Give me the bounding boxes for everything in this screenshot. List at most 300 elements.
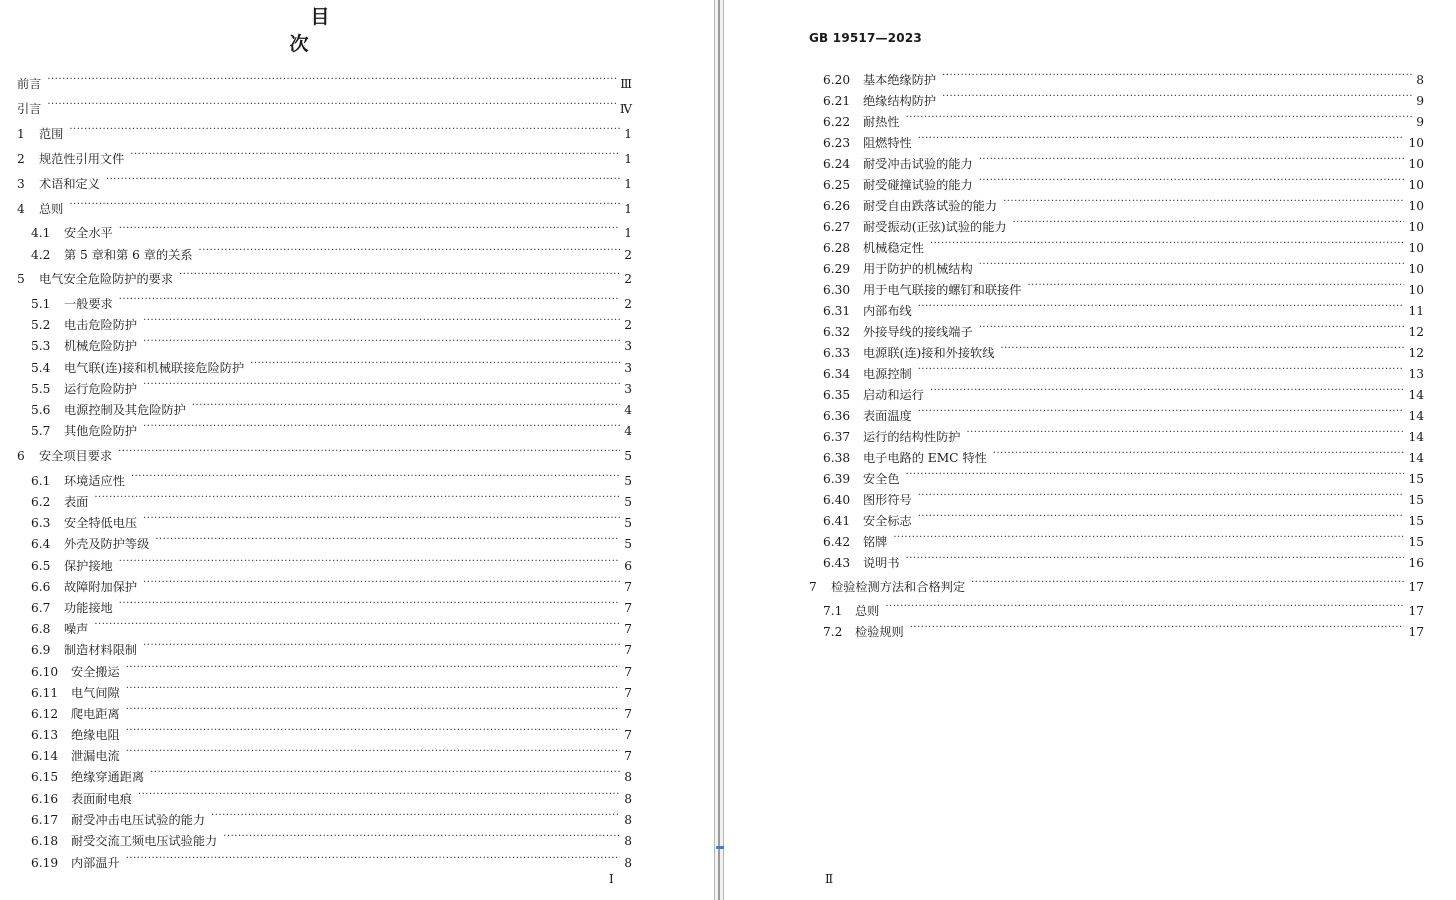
toc-entry-number: 6.2 — [31, 495, 51, 509]
toc-entry[interactable] — [17, 172, 632, 191]
toc-entry-number: 6.41 — [823, 514, 851, 528]
toc-entry-page-number: 8 — [624, 792, 632, 806]
toc-entry-number: 6.19 — [31, 856, 59, 870]
toc-entry-label: 用于防护的机械结构 — [863, 262, 973, 276]
dot-leader — [69, 122, 620, 138]
toc-entry-number: 5 — [17, 272, 25, 286]
toc-entry-number: 6.39 — [823, 472, 851, 486]
toc-entry-number: 6.14 — [31, 749, 59, 763]
toc-entry[interactable] — [809, 509, 1424, 528]
toc-entry-page-number: 8 — [624, 770, 632, 784]
toc-entry[interactable] — [17, 617, 632, 636]
dot-leader — [906, 110, 1413, 126]
toc-entry-page-number: 7 — [624, 643, 632, 657]
dot-leader — [918, 131, 1405, 147]
toc-entry-label: 故障附加保护 — [64, 580, 138, 594]
toc-entry-number: 6.9 — [31, 643, 51, 657]
toc-entry-number: 6.29 — [823, 262, 851, 276]
dot-leader — [1000, 341, 1404, 357]
toc-entry-number: 6.27 — [823, 220, 851, 234]
toc-entry-number: 6.3 — [31, 516, 51, 530]
dot-leader — [993, 446, 1405, 462]
toc-entry[interactable] — [17, 554, 632, 573]
toc-entry-page-number: 1 — [624, 177, 632, 191]
dot-leader — [143, 334, 620, 350]
toc-entry[interactable] — [17, 313, 632, 332]
toc-entry-label: 检验检测方法和合格判定 — [831, 580, 966, 594]
dot-leader — [143, 313, 620, 329]
toc-entry-label: 外壳及防护等级 — [64, 537, 150, 551]
toc-entry-label: 安全色 — [863, 472, 900, 486]
dot-leader — [143, 377, 620, 393]
toc-entry-page-number: 1 — [624, 127, 632, 141]
toc-entry-label: 检验规则 — [855, 625, 904, 639]
toc-entry-page-number: 8 — [1416, 73, 1424, 87]
toc-entry-number: 6.6 — [31, 580, 51, 594]
toc-entry[interactable] — [17, 532, 632, 551]
toc-entry-number: 5.4 — [31, 361, 51, 375]
dot-leader — [126, 681, 620, 697]
toc-entry[interactable] — [17, 681, 632, 700]
toc-entry-label: 用于电气联接的螺钉和联接件 — [863, 283, 1022, 297]
toc-entry-number: 2 — [17, 152, 25, 166]
toc-entry-label: 耐热性 — [863, 115, 900, 129]
document-header: GB 19517—2023 — [809, 31, 922, 45]
toc-entry[interactable] — [809, 575, 1424, 594]
dot-leader — [179, 267, 620, 283]
toc-entry-label: 安全搬运 — [71, 665, 120, 679]
toc-entry-number: 6.24 — [823, 157, 851, 171]
toc-entry[interactable] — [17, 596, 632, 615]
toc-entry-number: 6.37 — [823, 430, 851, 444]
dot-leader — [126, 660, 620, 676]
toc-entry[interactable] — [17, 490, 632, 509]
dot-leader — [1003, 194, 1404, 210]
toc-entry[interactable] — [17, 197, 632, 216]
toc-entry-number: 5.2 — [31, 318, 51, 332]
toc-entry-page-number: Ⅲ — [620, 77, 632, 91]
toc-entry[interactable] — [17, 444, 632, 463]
dot-leader — [118, 444, 620, 460]
toc-entry-number: 6.32 — [823, 325, 851, 339]
toc-entry-page-number: 9 — [1416, 94, 1424, 108]
toc-entry-page-number: 17 — [1408, 625, 1424, 639]
toc-entry[interactable] — [809, 341, 1424, 360]
toc-entry-label: 运行的结构性防护 — [863, 430, 961, 444]
toc-entry-page-number: 2 — [624, 297, 632, 311]
toc-entry-label: 保护接地 — [64, 559, 113, 573]
toc-entry-number: 6.23 — [823, 136, 851, 150]
toc-entry[interactable] — [809, 236, 1424, 255]
toc-entry[interactable] — [809, 131, 1424, 150]
toc-entry-label: 电气联(连)接和机械联接危险防护 — [64, 361, 245, 375]
toc-entry-label: 其他危险防护 — [64, 424, 138, 438]
toc-entry[interactable] — [17, 122, 632, 141]
toc-entry-page-number: 14 — [1408, 409, 1424, 423]
toc-entry-page-number: 17 — [1408, 604, 1424, 618]
dot-leader — [979, 257, 1405, 273]
page-left — [0, 0, 714, 900]
dot-leader — [918, 404, 1405, 420]
toc-entry-label: 安全特低电压 — [64, 516, 138, 530]
toc-entry-page-number: 5 — [624, 495, 632, 509]
toc-entry-label: 电源联(连)接和外接软线 — [863, 346, 995, 360]
toc-entry-number: 6.4 — [31, 537, 51, 551]
toc-entry[interactable] — [17, 356, 632, 375]
toc-entry-label: 表面温度 — [863, 409, 912, 423]
dot-leader — [47, 97, 615, 113]
toc-entry-number: 6.28 — [823, 241, 851, 255]
toc-entry[interactable] — [809, 446, 1424, 465]
toc-entry[interactable] — [809, 278, 1424, 297]
toc-entry[interactable] — [17, 72, 632, 91]
toc-entry[interactable] — [809, 299, 1424, 318]
toc-entry[interactable] — [809, 320, 1424, 339]
toc-entry-number: 6.18 — [31, 834, 59, 848]
toc-entry-number: 3 — [17, 177, 25, 191]
toc-entry[interactable] — [809, 488, 1424, 507]
toc-entry-label: 阻燃特性 — [863, 136, 912, 150]
toc-entry-label: 绝缘电阻 — [71, 728, 120, 742]
toc-entry[interactable] — [17, 419, 632, 438]
dot-leader — [94, 617, 620, 633]
toc-entry-label: 机械危险防护 — [64, 339, 138, 353]
dot-leader — [131, 469, 620, 485]
toc-entry-page-number: 10 — [1408, 262, 1424, 276]
dot-leader — [967, 425, 1405, 441]
toc-entry-page-number: 2 — [624, 318, 632, 332]
toc-entry[interactable] — [809, 152, 1424, 171]
dot-leader — [918, 509, 1405, 525]
toc-entry-label: 启动和运行 — [863, 388, 924, 402]
toc-entry-number: 6.16 — [31, 792, 59, 806]
toc-entry[interactable] — [809, 215, 1424, 234]
toc-entry-label: 耐受碰撞试验的能力 — [863, 178, 973, 192]
toc-entry-number: 6.7 — [31, 601, 51, 615]
toc-entry-page-number: 15 — [1408, 535, 1424, 549]
toc-entry-label: 爬电距离 — [71, 707, 120, 721]
toc-entry[interactable] — [17, 398, 632, 417]
toc-entry-page-number: 7 — [624, 580, 632, 594]
toc-entry-number: 6.34 — [823, 367, 851, 381]
dot-leader — [893, 530, 1404, 546]
toc-entry-page-number: 15 — [1408, 514, 1424, 528]
toc-entry[interactable] — [17, 660, 632, 679]
toc-entry-label: 电子电路的 EMC 特性 — [863, 451, 987, 465]
toc-entry[interactable] — [809, 68, 1424, 87]
toc-entry-label: 环境适应性 — [64, 474, 125, 488]
dot-leader — [906, 467, 1405, 483]
toc-entry-label: 内部布线 — [863, 304, 912, 318]
toc-entry-page-number: 10 — [1408, 136, 1424, 150]
dot-leader — [119, 596, 620, 612]
toc-entry-number: 6.11 — [31, 686, 59, 700]
toc-entry-label: 表面耐电痕 — [71, 792, 132, 806]
dot-leader — [223, 829, 620, 845]
toc-entry[interactable] — [809, 194, 1424, 213]
toc-entry[interactable] — [17, 702, 632, 721]
dot-leader — [47, 72, 616, 88]
toc-entry-label: 噪声 — [64, 622, 89, 636]
toc-entry[interactable] — [17, 147, 632, 166]
toc-entry-number: 7 — [809, 580, 817, 594]
toc-entry-number: 4.2 — [31, 248, 51, 262]
toc-entry-label: 耐受冲击电压试验的能力 — [71, 813, 206, 827]
toc-entry-label: 安全项目要求 — [39, 449, 113, 463]
toc-entry-page-number: 5 — [624, 537, 632, 551]
dot-leader — [69, 197, 620, 213]
toc-entry-number: 6 — [17, 449, 25, 463]
toc-entry-page-number: 12 — [1408, 346, 1424, 360]
toc-entry-page-number: 4 — [624, 424, 632, 438]
toc-entry-number: 6.25 — [823, 178, 851, 192]
toc-entry-number: 7.1 — [823, 604, 843, 618]
toc-entry-page-number: 7 — [624, 665, 632, 679]
toc-entry-label: 第 5 章和第 6 章的关系 — [64, 248, 193, 262]
toc-entry-page-number: 3 — [624, 339, 632, 353]
toc-entry-page-number: 9 — [1416, 115, 1424, 129]
toc-entry-page-number: 7 — [624, 601, 632, 615]
dot-leader — [143, 511, 620, 527]
toc-entry-number: 6.36 — [823, 409, 851, 423]
toc-entry-page-number: 1 — [624, 226, 632, 240]
toc-entry-number: 6.10 — [31, 665, 59, 679]
dot-leader — [918, 488, 1405, 504]
toc-entry-page-number: 1 — [624, 202, 632, 216]
toc-entry-page-number: 11 — [1408, 304, 1424, 318]
toc-entry-page-number: 7 — [624, 622, 632, 636]
toc-entry[interactable] — [809, 257, 1424, 276]
toc-entry[interactable] — [17, 851, 632, 870]
toc-entry-label: 安全标志 — [863, 514, 912, 528]
toc-entry-label: 范围 — [39, 127, 64, 141]
dot-leader — [918, 299, 1405, 315]
toc-entry-label: 运行危险防护 — [64, 382, 138, 396]
dot-leader — [126, 702, 620, 718]
dot-leader — [143, 575, 620, 591]
toc-entry[interactable] — [809, 530, 1424, 549]
toc-entry-number: 6.43 — [823, 556, 851, 570]
toc-entry-label: 图形符号 — [863, 493, 912, 507]
dot-leader — [979, 152, 1405, 168]
toc-entry-page-number: 3 — [624, 382, 632, 396]
dot-leader — [250, 356, 620, 372]
toc-entry-page-number: 7 — [624, 707, 632, 721]
dot-leader — [94, 490, 620, 506]
toc-entry-label: 耐受冲击试验的能力 — [863, 157, 973, 171]
toc-entry-label: 外接导线的接线端子 — [863, 325, 973, 339]
toc-entry-number: 4 — [17, 202, 25, 216]
toc-entry-number: 6.26 — [823, 199, 851, 213]
toc-entry[interactable] — [17, 334, 632, 353]
dot-leader — [930, 236, 1405, 252]
toc-entry-page-number: 5 — [624, 516, 632, 530]
toc-entry[interactable] — [17, 511, 632, 530]
toc-entry-label: 耐受自由跌落试验的能力 — [863, 199, 998, 213]
toc-entry-number: 6.30 — [823, 283, 851, 297]
toc-title: 目 次 — [289, 6, 433, 55]
toc-entry-number: 4.1 — [31, 226, 51, 240]
dot-leader — [979, 320, 1405, 336]
toc-entry[interactable] — [809, 383, 1424, 402]
toc-entry-label: 铭牌 — [863, 535, 888, 549]
toc-entry-page-number: 10 — [1408, 220, 1424, 234]
toc-entry-page-number: 1 — [624, 152, 632, 166]
dot-leader — [130, 147, 620, 163]
toc-entry[interactable] — [809, 110, 1424, 129]
toc-entry-number: 6.21 — [823, 94, 851, 108]
toc-entry-label: 引言 — [17, 102, 42, 116]
toc-entry-page-number: 8 — [624, 856, 632, 870]
toc-entry[interactable] — [17, 829, 632, 848]
toc-entry-label: 规范性引用文件 — [39, 152, 125, 166]
toc-entry-number: 6.40 — [823, 493, 851, 507]
toc-entry[interactable] — [17, 808, 632, 827]
toc-entry-number: 6.12 — [31, 707, 59, 721]
toc-entry-page-number: 5 — [624, 449, 632, 463]
toc-entry-page-number: 5 — [624, 474, 632, 488]
toc-entry-label: 说明书 — [863, 556, 900, 570]
dot-leader — [119, 554, 620, 570]
toc-entry-page-number: 8 — [624, 834, 632, 848]
toc-entry[interactable] — [17, 765, 632, 784]
toc-entry-label: 前言 — [17, 77, 42, 91]
toc-entry-page-number: 10 — [1408, 199, 1424, 213]
dot-leader — [138, 787, 620, 803]
dot-leader — [1027, 278, 1404, 294]
toc-entry-page-number: 10 — [1408, 157, 1424, 171]
toc-entry-label: 术语和定义 — [39, 177, 100, 191]
toc-entry[interactable] — [809, 362, 1424, 381]
toc-entry-label: 总则 — [855, 604, 880, 618]
dot-leader — [126, 851, 620, 867]
toc-entry[interactable] — [17, 243, 632, 262]
dot-leader — [143, 419, 620, 435]
toc-entry-label: 表面 — [64, 495, 89, 509]
toc-entry-label: 电气间隙 — [71, 686, 120, 700]
dot-leader — [910, 620, 1405, 636]
toc-entry-page-number: 8 — [624, 813, 632, 827]
dot-leader — [199, 243, 621, 259]
toc-entry-page-number: 15 — [1408, 493, 1424, 507]
dot-leader — [106, 172, 620, 188]
toc-entry-page-number: 10 — [1408, 283, 1424, 297]
toc-entry[interactable] — [17, 723, 632, 742]
toc-entry-label: 功能接地 — [64, 601, 113, 615]
toc-entry[interactable] — [17, 787, 632, 806]
toc-entry-number: 6.35 — [823, 388, 851, 402]
toc-entry-number: 6.1 — [31, 474, 51, 488]
dot-leader — [192, 398, 620, 414]
toc-entry-label: 内部温升 — [71, 856, 120, 870]
toc-entry-number: 5.5 — [31, 382, 51, 396]
toc-entry-label: 基本绝缘防护 — [863, 73, 937, 87]
toc-entry[interactable] — [17, 292, 632, 311]
dot-leader — [885, 599, 1404, 615]
toc-entry[interactable] — [17, 267, 632, 286]
toc-entry-page-number: 12 — [1408, 325, 1424, 339]
toc-entry-page-number: 6 — [624, 559, 632, 573]
toc-entry-page-number: 14 — [1408, 451, 1424, 465]
toc-entry-page-number: 2 — [624, 272, 632, 286]
toc-entry[interactable] — [809, 620, 1424, 639]
toc-entry[interactable] — [809, 551, 1424, 570]
toc-entry-number: 5.6 — [31, 403, 51, 417]
dot-leader — [1013, 215, 1405, 231]
toc-entry-number: 5.7 — [31, 424, 51, 438]
toc-entry-page-number: 14 — [1408, 388, 1424, 402]
toc-entry-label: 泄漏电流 — [71, 749, 120, 763]
toc-entry[interactable] — [809, 599, 1424, 618]
toc-entry[interactable] — [809, 467, 1424, 486]
toc-entry-number: 5.1 — [31, 297, 51, 311]
dot-leader — [979, 173, 1405, 189]
dot-leader — [942, 89, 1412, 105]
toc-entry-number: 6.17 — [31, 813, 59, 827]
toc-entry-page-number: 10 — [1408, 178, 1424, 192]
toc-entry-page-number: 10 — [1408, 241, 1424, 255]
toc-entry-number: 6.22 — [823, 115, 851, 129]
toc-entry[interactable] — [809, 89, 1424, 108]
toc-entry[interactable] — [17, 469, 632, 488]
toc-entry-number: 6.15 — [31, 770, 59, 784]
dot-leader — [150, 765, 620, 781]
dot-leader — [126, 723, 620, 739]
toc-entry-label: 电源控制 — [863, 367, 912, 381]
toc-entry-number: 1 — [17, 127, 25, 141]
dot-leader — [906, 551, 1405, 567]
toc-entry-page-number: 4 — [624, 403, 632, 417]
dot-leader — [211, 808, 620, 824]
dot-leader — [930, 383, 1405, 399]
toc-entry[interactable] — [17, 377, 632, 396]
toc-entry-page-number: 14 — [1408, 430, 1424, 444]
toc-entry-number: 6.8 — [31, 622, 51, 636]
toc-entry-page-number: 17 — [1408, 580, 1424, 594]
page-number-footer: Ⅱ — [825, 872, 834, 886]
toc-entry[interactable] — [17, 638, 632, 657]
toc-entry-number: 6.5 — [31, 559, 51, 573]
toc-entry[interactable] — [17, 97, 632, 116]
dot-leader — [143, 638, 620, 654]
dot-leader — [942, 68, 1412, 84]
toc-entry[interactable] — [17, 744, 632, 763]
page-separator[interactable] — [714, 0, 724, 900]
page-number-footer: Ⅰ — [609, 872, 614, 886]
toc-entry-label: 绝缘结构防护 — [863, 94, 937, 108]
dot-leader — [126, 744, 620, 760]
dot-leader — [918, 362, 1405, 378]
toc-entry-label: 制造材料限制 — [64, 643, 138, 657]
toc-entry-page-number: 7 — [624, 686, 632, 700]
toc-entry-label: 机械稳定性 — [863, 241, 924, 255]
toc-entry-label: 耐受交流工频电压试验能力 — [71, 834, 218, 848]
toc-entry-number: 6.42 — [823, 535, 851, 549]
toc-entry-number: 6.20 — [823, 73, 851, 87]
toc-entry-number: 6.13 — [31, 728, 59, 742]
toc-entry[interactable] — [17, 221, 632, 240]
toc-entry[interactable] — [17, 575, 632, 594]
toc-list-right — [809, 0, 1424, 900]
toc-entry-label: 电击危险防护 — [64, 318, 138, 332]
toc-entry-number: 6.38 — [823, 451, 851, 465]
toc-entry[interactable] — [809, 173, 1424, 192]
toc-entry-label: 绝缘穿通距离 — [71, 770, 145, 784]
toc-entry-number: 6.33 — [823, 346, 851, 360]
toc-entry[interactable] — [809, 404, 1424, 423]
toc-entry[interactable] — [809, 425, 1424, 444]
toc-entry-label: 总则 — [39, 202, 64, 216]
